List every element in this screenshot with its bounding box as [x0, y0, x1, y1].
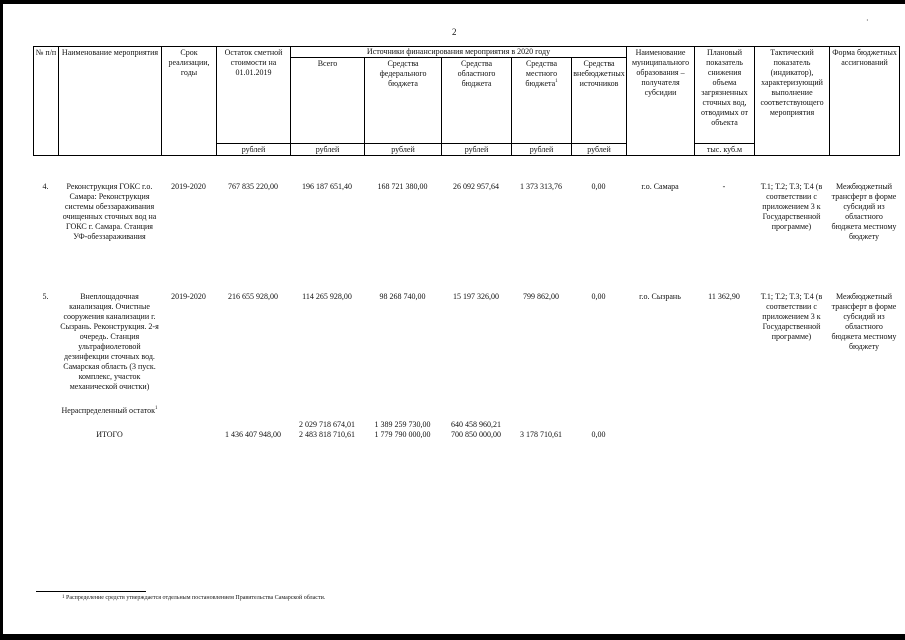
header-local: Средства местного бюджета$^1$	[512, 58, 572, 144]
total-offbudget: 0,00	[591, 430, 606, 439]
footnote-text: Распределение средств утверждается отдельным постановлением Правительства Самарской области.	[66, 595, 326, 601]
header-name: Наименование мероприятия	[59, 47, 162, 156]
header-balance: Остаток сметной стоимости на 01.01.2019	[217, 47, 291, 144]
header-local-footnote-mark: 1	[555, 79, 558, 84]
header-municipality: Наименование муниципального образования – получателя субсидии	[627, 47, 695, 156]
page-border-left	[0, 0, 3, 640]
unallocated-footnote-mark: 1	[155, 406, 158, 411]
row-planned: -	[722, 182, 726, 191]
row-municipality: г.о. Сызрань	[639, 292, 681, 301]
table-row	[33, 182, 899, 292]
row-name: Внеплощадочная канализация. Очистные сооружения канализации г. Сызрань. Реконструкция. 2-я очередь. Станция ультрафиолетовой дезинфекции сточных вод. Самарская область (3 пуск. комплекс, участок механической очистки)	[60, 292, 159, 391]
unallocated-total: 2 029 718 674,01	[299, 420, 355, 429]
table-body	[33, 182, 899, 444]
row-form: Межбюджетный трансферт в форме субсидий из областного бюджета местному бюджету	[831, 292, 897, 351]
unit-federal: рублей	[365, 144, 442, 156]
unit-regional: рублей	[442, 144, 512, 156]
header-sources-group: Источники финансирования мероприятия в 2020 году	[291, 47, 627, 58]
row-regional: 15 197 326,00	[453, 292, 499, 301]
total-local: 3 178 710,61	[520, 430, 562, 439]
header-indicator: Тактический показатель (индикатор), характеризующий выполнение соответствующего мероприятия	[755, 47, 830, 156]
row-term: 2019-2020	[171, 182, 206, 191]
unallocated-regional: 640 458 960,21	[451, 420, 501, 429]
header-planned: Плановый показатель снижения объема загрязненных сточных вод, отводимых от объекта	[695, 47, 755, 144]
page-number: 2	[452, 27, 457, 37]
header-num: № п/п	[34, 47, 59, 156]
total-regional: 700 850 000,00	[451, 430, 501, 439]
unallocated-name: Нераспределенный остаток$^1$	[61, 406, 158, 415]
row-offbudget: 0,00	[591, 182, 606, 191]
row-local: 1 373 313,76	[520, 182, 562, 191]
footnote-separator	[36, 591, 146, 592]
unit-local: рублей	[512, 144, 572, 156]
total-label: ИТОГО	[96, 430, 123, 439]
unit-offbudget: рублей	[572, 144, 627, 156]
unit-balance: рублей	[217, 144, 291, 156]
row-form: Межбюджетный трансферт в форме субсидий из областного бюджета местному бюджету	[831, 182, 897, 241]
row-federal: 168 721 380,00	[377, 182, 428, 191]
row-total: 196 187 651,40	[302, 182, 352, 191]
row-planned: 11 362,90	[708, 292, 740, 301]
row-regional: 26 092 957,64	[453, 182, 499, 191]
row-num: 4.	[42, 182, 49, 191]
row-municipality: г.о. Самара	[641, 182, 679, 191]
row-num: 5.	[42, 292, 49, 301]
page-border-top	[0, 0, 905, 4]
header-form: Форма бюджетных ассигнований	[830, 47, 900, 156]
row-balance: 216 655 928,00	[228, 292, 278, 301]
header-term: Срок реализации, годы	[162, 47, 217, 156]
row-total: 114 265 928,00	[302, 292, 352, 301]
row-indicator: Т.1; Т.2; Т.3; Т.4 (в соответствии с приложением 3 к Государственной программе)	[760, 182, 823, 231]
footnote-mark: 1	[62, 595, 65, 600]
table-header	[33, 46, 900, 156]
header-total: Всего	[291, 58, 365, 144]
footnote	[62, 595, 325, 601]
total-federal: 1 779 790 000,00	[374, 430, 431, 439]
row-term: 2019-2020	[171, 292, 206, 301]
header-regional: Средства областного бюджета	[442, 58, 512, 144]
header-federal: Средства федерального бюджета	[365, 58, 442, 144]
header-offbudget: Средства внебюджетных источников	[572, 58, 627, 144]
row-name: Реконструкция ГОКС г.о. Самара: Реконструкция системы обеззараживания очищенных сточных вод на ГОКС г. Самара. Станция УФ-обеззараживания	[62, 182, 157, 241]
total-row	[33, 430, 899, 444]
unallocated-row	[33, 406, 899, 430]
row-local: 799 862,00	[523, 292, 559, 301]
row-balance: 767 835 220,00	[228, 182, 278, 191]
corner-mark: ·	[866, 16, 869, 25]
unit-total: рублей	[291, 144, 365, 156]
unit-planned: тыс. куб.м	[695, 144, 755, 156]
page-border-bottom	[0, 634, 905, 640]
table-row	[33, 292, 899, 406]
row-federal: 98 268 740,00	[379, 292, 426, 301]
row-offbudget: 0,00	[591, 292, 606, 301]
unallocated-federal: 1 389 259 730,00	[374, 420, 431, 429]
total-total: 2 483 818 710,61	[299, 430, 355, 439]
total-balance: 1 436 407 948,00	[225, 430, 281, 439]
row-indicator: Т.1; Т.2; Т.3; Т.4 (в соответствии с приложением 3 к Государственной программе)	[760, 292, 823, 341]
